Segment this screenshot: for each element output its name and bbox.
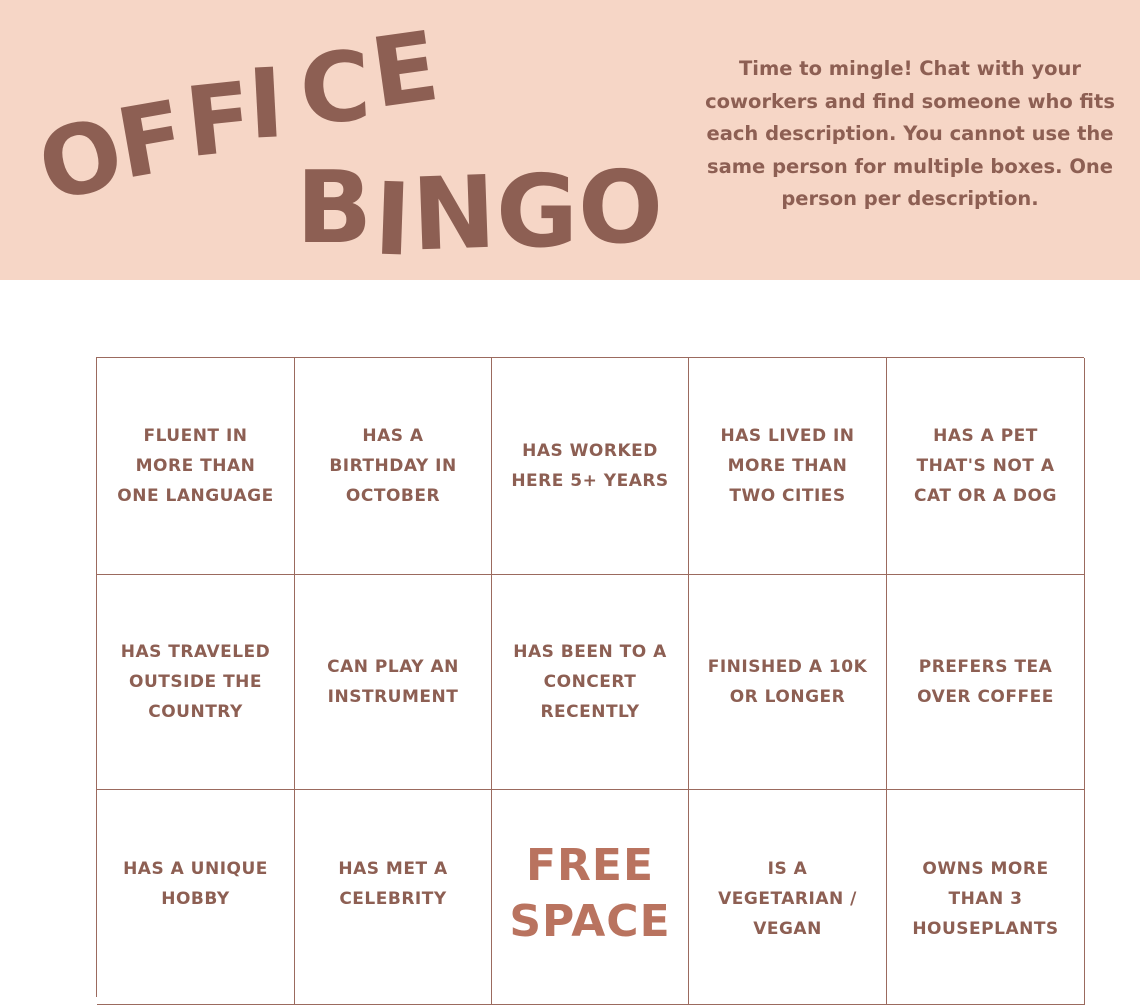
bingo-cell[interactable]: HAS TRAVELED OUTSIDE THE COUNTRY bbox=[97, 575, 295, 790]
bingo-cell[interactable]: FINISHED A 10K OR LONGER bbox=[689, 575, 887, 790]
bingo-cell[interactable]: HAS WORKED HERE 5+ YEARS bbox=[492, 358, 689, 575]
title-letter: I bbox=[245, 47, 287, 161]
instructions-text: Time to mingle! Chat with your coworkers and find someone who fits each description. You cannot use the same person for multiple boxes. One person per description. bbox=[705, 57, 1115, 210]
bingo-cell[interactable]: HAS A PET THAT'S NOT A CAT OR A DOG bbox=[887, 358, 1085, 575]
bingo-cell[interactable]: FLUENT IN MORE THAN ONE LANGUAGE bbox=[97, 358, 295, 575]
title-letter: G bbox=[496, 153, 579, 270]
bingo-grid bbox=[96, 357, 1084, 997]
bingo-cell[interactable]: PREFERS TEA OVER COFFEE bbox=[887, 575, 1085, 790]
bingo-cell[interactable]: CAN PLAY AN INSTRUMENT bbox=[295, 575, 492, 790]
title-letter: N bbox=[409, 153, 498, 274]
bingo-cell[interactable]: HAS MET A CELEBRITY bbox=[295, 790, 492, 1005]
bingo-cell[interactable]: IS A VEGETARIAN / VEGAN bbox=[689, 790, 887, 1005]
title-letter: O bbox=[27, 95, 134, 225]
title-letter: C bbox=[297, 30, 374, 146]
bingo-cell[interactable]: HAS LIVED IN MORE THAN TWO CITIES bbox=[689, 358, 887, 575]
bingo-cell[interactable]: HAS A BIRTHDAY IN OCTOBER bbox=[295, 358, 492, 575]
title-letter: F bbox=[108, 79, 193, 201]
title-letter: F bbox=[180, 60, 258, 180]
title-letter: E bbox=[364, 9, 446, 131]
title-letter: I bbox=[371, 160, 414, 279]
title-letter: O bbox=[578, 149, 664, 266]
free-space-cell[interactable]: FREE SPACE bbox=[492, 790, 689, 1005]
title-letter: B bbox=[296, 149, 373, 266]
bingo-cell[interactable]: HAS A UNIQUE HOBBY bbox=[97, 790, 295, 1005]
header-banner bbox=[0, 0, 1140, 280]
bingo-cell[interactable]: HAS BEEN TO A CONCERT RECENTLY bbox=[492, 575, 689, 790]
bingo-cell[interactable]: OWNS MORE THAN 3 HOUSEPLANTS bbox=[887, 790, 1085, 1005]
